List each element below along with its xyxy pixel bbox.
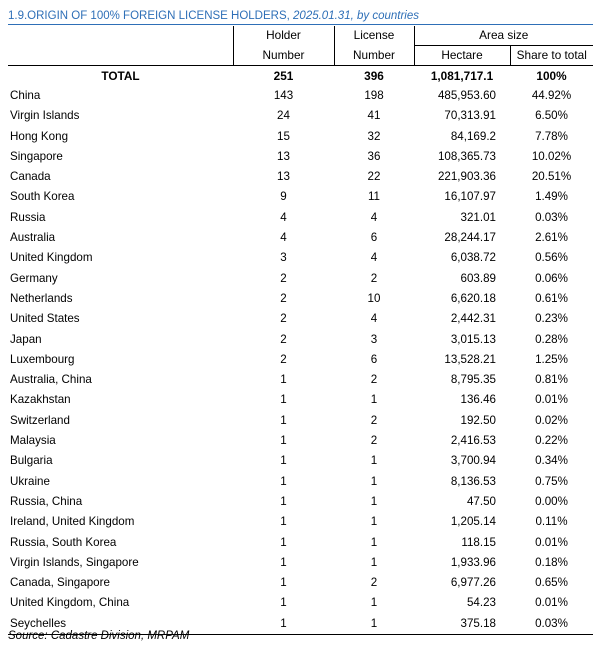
cell-country: Japan [10, 332, 42, 346]
cell-hectare: 3,700.94 [450, 454, 496, 468]
table-row [8, 472, 593, 492]
cell-license: 2 [370, 576, 378, 590]
cell-holder: 3 [280, 251, 287, 265]
cell-hectare: 70,313.91 [444, 109, 496, 123]
cell-country: Switzerland [10, 413, 70, 427]
cell-holder: 13 [277, 149, 290, 163]
cell-license: 2 [370, 434, 378, 448]
cell-country: China [10, 89, 41, 102]
table-title-main: 1.9.ORIGIN OF 100% FOREIGN LICENSE HOLDERS, [8, 10, 294, 22]
cell-license: 1 [370, 474, 378, 488]
table-row [8, 350, 593, 370]
header-empty-2 [8, 46, 233, 66]
cell-license: 11 [367, 190, 381, 204]
cell-holder: 15 [277, 129, 290, 143]
cell-share: 1.49% [535, 190, 568, 204]
table-row [8, 167, 593, 187]
header-empty [8, 26, 233, 46]
cell-country: Germany [10, 271, 58, 285]
cell-share: 7.78% [535, 129, 568, 143]
cell-hectare: 221,903.36 [437, 170, 496, 184]
table-row [8, 289, 593, 309]
header-holder-unit: Number [233, 46, 334, 66]
header-row-1 [8, 26, 593, 46]
cell-holder: 2 [280, 271, 287, 285]
cell-share: 0.23% [535, 312, 568, 326]
table-row [8, 573, 593, 593]
cell-share: 0.22% [535, 434, 568, 448]
header-row-2 [8, 46, 593, 66]
cell-hectare: 118.15 [461, 535, 496, 549]
table-row [8, 309, 593, 329]
cell-license: 41 [367, 109, 381, 123]
table-row [8, 248, 593, 268]
header-holder: Holder [233, 26, 334, 46]
cell-share: 0.65% [535, 576, 568, 590]
source-note: Source: Cadastre Division, MRPAM [8, 630, 190, 642]
table-row [8, 512, 593, 532]
table-row [8, 269, 593, 289]
cell-license: 32 [367, 129, 381, 143]
cell-license: 4 [370, 210, 378, 224]
cell-country: Malaysia [10, 434, 56, 448]
header-license: License [334, 26, 414, 46]
cell-license: 3 [370, 332, 378, 346]
table-row [8, 451, 593, 471]
cell-hectare: 16,107.97 [444, 190, 496, 204]
cell-license: 2 [370, 373, 378, 387]
cell-license: 4 [370, 312, 378, 326]
cell-hectare: 8,795.35 [450, 373, 496, 387]
cell-holder: 1 [280, 515, 287, 529]
cell-share: 0.02% [535, 413, 568, 427]
cell-license: 1 [334, 614, 414, 635]
cell-country: Australia [10, 231, 56, 245]
total-license: 396 [364, 69, 384, 83]
cell-holder: 1 [280, 494, 287, 508]
cell-license: 2 [370, 413, 378, 427]
table-row [8, 553, 593, 573]
cell-country: Canada [10, 170, 51, 184]
cell-country: Virgin Islands [10, 109, 80, 123]
cell-country: Ukraine [10, 474, 50, 488]
table-row [8, 533, 593, 553]
cell-holder: 24 [277, 109, 290, 123]
cell-country: Ireland, United Kingdom [10, 515, 135, 529]
cell-country: Canada, Singapore [10, 576, 110, 590]
cell-hectare: 375.18 [414, 614, 510, 635]
cell-share: 0.06% [535, 271, 568, 285]
cell-hectare: 54.23 [466, 596, 496, 610]
cell-share: 0.01% [535, 535, 568, 549]
cell-holder: 1 [233, 614, 334, 635]
table-row [8, 330, 593, 350]
cell-license: 6 [370, 231, 378, 245]
total-row [8, 66, 593, 87]
total-label: TOTAL [101, 69, 140, 83]
cell-holder: 2 [280, 332, 287, 346]
cell-country: Virgin Islands, Singapore [10, 555, 139, 569]
cell-share: 0.75% [535, 474, 568, 488]
cell-share: 0.11% [535, 515, 568, 529]
cell-hectare: 108,365.73 [437, 149, 496, 163]
cell-license: 2 [370, 271, 378, 285]
cell-hectare: 47.50 [466, 494, 496, 508]
total-share: 100% [536, 69, 567, 83]
cell-hectare: 1,933.96 [450, 555, 496, 569]
cell-share: 44.92% [531, 89, 572, 102]
cell-hectare: 6,038.72 [450, 251, 496, 265]
table-title-date: 2025.01.31, by countries [293, 10, 419, 22]
cell-share: 1.25% [535, 352, 568, 366]
header-license-unit: Number [334, 46, 414, 66]
cell-holder: 1 [280, 596, 287, 610]
cell-holder: 9 [280, 190, 287, 204]
cell-hectare: 1,205.14 [450, 515, 496, 529]
table-row [8, 86, 593, 106]
cell-share: 0.03% [510, 614, 593, 635]
cell-country: Kazakhstan [10, 393, 71, 407]
total-hectare: 1,081,717.1 [430, 69, 494, 83]
cell-country: Bulgaria [10, 454, 53, 468]
cell-country: Luxembourg [10, 352, 75, 366]
cell-hectare: 84,169.2 [450, 129, 496, 143]
cell-hectare: 603.89 [460, 271, 496, 285]
cell-share: 0.61% [535, 291, 568, 305]
cell-share: 2.61% [535, 231, 568, 245]
table-row [8, 106, 593, 126]
cell-hectare: 2,442.31 [450, 312, 496, 326]
cell-share: 0.81% [535, 373, 568, 387]
cell-hectare: 8,136.53 [450, 474, 496, 488]
cell-holder: 1 [280, 474, 287, 488]
cell-license: 6 [370, 352, 378, 366]
cell-holder: 2 [280, 352, 287, 366]
cell-hectare: 6,620.18 [450, 291, 496, 305]
table-row [8, 431, 593, 451]
cell-hectare: 485,953.60 [437, 89, 496, 102]
cell-share: 0.00% [535, 494, 568, 508]
header-area-size: Area size [414, 26, 593, 46]
cell-holder: 1 [280, 393, 287, 407]
cell-country: Netherlands [10, 291, 73, 305]
cell-holder: 1 [280, 373, 287, 387]
cell-share: 0.03% [535, 210, 568, 224]
table-row [8, 390, 593, 410]
cell-holder: 1 [280, 434, 287, 448]
cell-country: Hong Kong [10, 129, 69, 143]
total-holder: 251 [273, 69, 294, 83]
cell-license: 1 [370, 555, 378, 569]
cell-holder: 13 [277, 170, 290, 184]
cell-country: Singapore [10, 149, 63, 163]
table-title [8, 8, 593, 24]
cell-license: 1 [370, 596, 378, 610]
cell-hectare: 136.46 [460, 393, 496, 407]
cell-holder: 2 [280, 312, 287, 326]
cell-share: 10.02% [531, 149, 572, 163]
cell-license: 198 [364, 89, 384, 102]
table-row [8, 370, 593, 390]
license-holders-table [8, 26, 593, 635]
cell-license: 4 [370, 251, 378, 265]
cell-country: South Korea [10, 190, 75, 204]
cell-share: 20.51% [531, 170, 572, 184]
cell-country: United Kingdom, China [10, 596, 130, 610]
cell-share: 6.50% [535, 109, 568, 123]
cell-holder: 4 [280, 210, 287, 224]
table-row [8, 411, 593, 431]
table-row [8, 147, 593, 167]
cell-country: Russia, China [10, 494, 83, 508]
table-row [8, 228, 593, 248]
cell-country: United Kingdom [10, 251, 93, 265]
cell-hectare: 13,528.21 [444, 352, 496, 366]
table-row [8, 208, 593, 228]
cell-share: 0.01% [535, 596, 568, 610]
cell-holder: 1 [280, 454, 287, 468]
cell-license: 1 [370, 494, 378, 508]
title-underline [8, 24, 593, 25]
cell-country: Russia [10, 210, 46, 224]
cell-hectare: 321.01 [460, 210, 496, 224]
cell-license: 10 [367, 291, 381, 305]
table-row [8, 187, 593, 207]
cell-share: 0.28% [535, 332, 568, 346]
cell-holder: 4 [280, 231, 287, 245]
cell-hectare: 2,416.53 [450, 434, 496, 448]
cell-country: Australia, China [10, 373, 92, 387]
cell-license: 1 [370, 454, 378, 468]
cell-hectare: 28,244.17 [444, 231, 496, 245]
cell-hectare: 192.50 [460, 413, 496, 427]
table-row [8, 492, 593, 512]
cell-share: 0.18% [535, 555, 568, 569]
cell-holder: 1 [280, 535, 287, 549]
cell-share: 0.56% [535, 251, 568, 265]
cell-country: United States [10, 312, 80, 326]
cell-share: 0.01% [535, 393, 568, 407]
cell-holder: 2 [280, 291, 287, 305]
header-share: Share to total [510, 46, 593, 66]
cell-holder: 143 [273, 89, 294, 102]
cell-country: Seychelles [8, 614, 233, 635]
cell-holder: 1 [280, 555, 287, 569]
header-hectare: Hectare [414, 46, 510, 66]
table-row [8, 593, 593, 613]
cell-holder: 1 [280, 576, 287, 590]
cell-holder: 1 [280, 413, 287, 427]
cell-share: 0.34% [535, 454, 568, 468]
cell-license: 1 [370, 535, 378, 549]
cell-country: Russia, South Korea [10, 535, 117, 549]
cell-license: 1 [370, 515, 378, 529]
cell-license: 1 [370, 393, 378, 407]
table-row [8, 127, 593, 147]
cell-license: 22 [367, 170, 381, 184]
cell-hectare: 6,977.26 [450, 576, 496, 590]
cell-hectare: 3,015.13 [450, 332, 496, 346]
cell-license: 36 [367, 149, 381, 163]
